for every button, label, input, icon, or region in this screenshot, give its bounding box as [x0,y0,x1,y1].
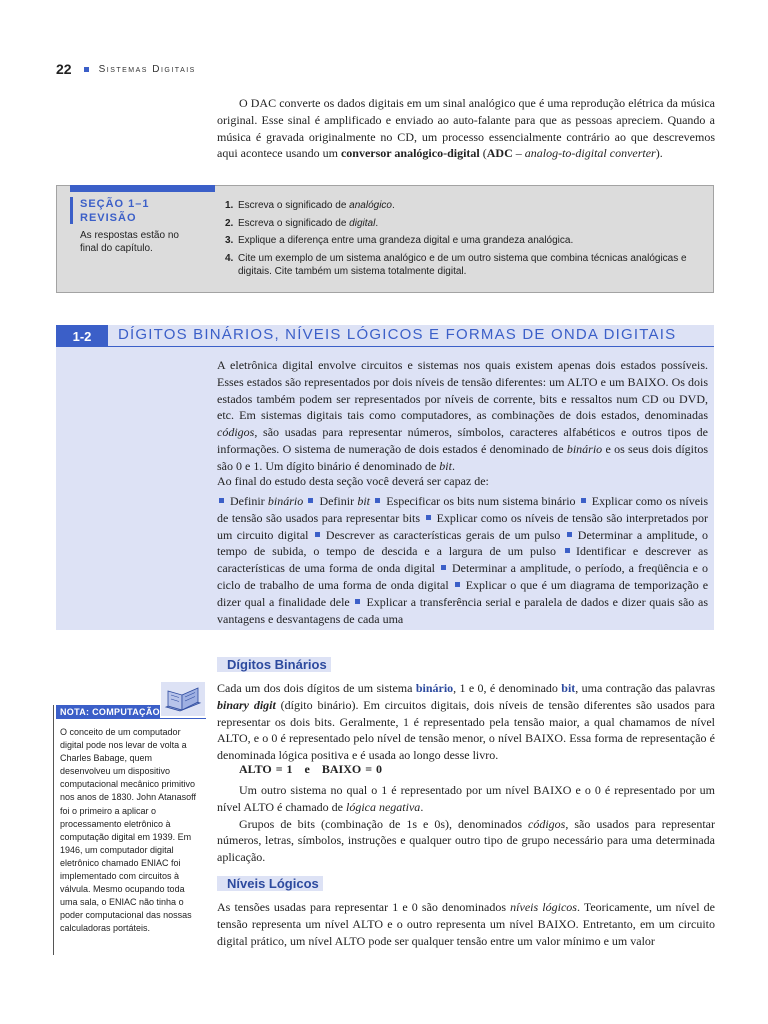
review-heading: SEÇÃO 1–1 [80,198,150,210]
niveis-paragraph: As tensões usadas para representar 1 e 0 são denominados níveis lógicos. Teoricamente, um nível de tensão representa um nível ALTO e o outro representa um nível BAIXO. Entretanto, em um circuito digital prático, um nível ALTO pode ser qualquer tensão entre um valor mínimo e um valor [217,900,715,948]
objective: Determinar a amplitude, o tempo de subida, o tempo de descida e a largura de um pulso [217,527,708,559]
digitos-paragraphs-2 [217,782,715,866]
review-question: 2. Escreva o significado de digital. [225,217,379,229]
bullet-icon [567,532,572,537]
review-question: 1. Escreva o significado de analógico. [225,200,395,211]
header-bullet [84,67,89,72]
objective: Definir bit [319,494,370,508]
section-number: 1-2 [56,325,108,347]
review-accent-bar [70,185,215,192]
note-label-rule [56,718,206,719]
intro-paragraph: O DAC converte os dados digitais em um sinal analógico que é uma reprodução elétrica da música original. Esse sinal é amplificado e enviado ao auto-falante para que as pessoas apreciem. Quando a música é gravada originalmente no CD, um processo essencialmente contrário ao que descrevemos aqui acontece usando um conversor analógico-digital (ADC – analog-to-digital converter). [217,96,715,161]
note-label: NOTA: COMPUTAÇÃO [56,705,160,719]
objective: Explicar o que é um diagrama de temporização e dizer qual a finalidade dele [217,577,709,609]
bullet-icon [441,565,446,570]
running-header [56,61,196,77]
objectives-list [217,493,708,627]
negative-logic-paragraph: Um outro sistema no qual o 1 é representado por um nível BAIXO e o 0 é representado por um nível ALTO é chamado de lógica negativa. [217,783,715,814]
bullet-icon [426,515,431,520]
subsection-heading-niveis: Níveis Lógicos [217,876,323,891]
review-question: 3. Explique a diferença entre uma grandeza digital e uma grandeza analógica. [225,235,574,246]
page-number: 22 [56,61,72,77]
objective: Explicar a transferência serial e paralela de dados e dizer quais são as vantagens e desvantagens de cada uma [217,594,708,626]
bullet-icon [455,582,460,587]
bullet-icon [581,498,586,503]
subsection-heading-digitos: Dígitos Binários [217,657,331,672]
bullet-icon [315,532,320,537]
bullet-icon [355,599,360,604]
note-margin-rule [53,705,54,955]
objective: Identificar e descrever as características de uma forma de onda digital [217,544,708,576]
review-vertical-bar [70,197,73,224]
book-icon [160,681,206,717]
objective: Determinar a amplitude, o período, a freqüência e o ciclo de trabalho de uma forma de onda digital [217,561,708,592]
objective: Especificar os bits num sistema binário [386,494,576,508]
section-title-rule [108,346,714,347]
logic-formula: ALTO = 1 e BAIXO = 0 [239,762,383,776]
objective: Definir binário [230,494,304,508]
codes-paragraph: Grupos de bits (combinação de 1s e 0s), denominados códigos, são usados para representar números, letras, símbolos, instruções e qualquer outro tipo de grupo necessário para uma determinada aplicação. [217,816,715,865]
section-title: DÍGITOS BINÁRIOS, NÍVEIS LÓGICOS E FORMAS DE ONDA DIGITAIS [118,326,677,343]
digitos-paragraph: Cada um dos dois dígitos de um sistema binário, 1 e 0, é denominado bit, uma contração das palavras binary digit (dígito binário). Em circuitos digitais, dois níveis de tensão diferentes são usados para representar os dois bits. Geralmente, 1 é representado pela tensão maior, a qual chamamos de nível ALTO, e o 0 é representado pelo nível de tensão menor, o nível BAIXO. Essa forma de representação é denominada lógica positiva e é usada ao longo desse livro. [217,681,715,763]
section-intro-paragraph: A eletrônica digital envolve circuitos e sistemas nos quais existem apenas dois estados possíveis. Esses estados são representados por dois níveis de tensão diferentes: um ALTO e um BAIXO. Os dois estados também podem ser representados por níveis de corrente, bits e ressaltos num CD ou DVD, etc. Em sistemas digitais tais como computadores, as combinações de dois estados, denominadas códigos, são usadas para representar números, símbolos, caracteres alfabéticos e outros tipos de informações. O sistema de numeração de dois estados é denominado de binário e os seus dois dígitos são 0 e 1. Um dígito binário é denominado de bit. [217,358,708,473]
review-subheading: REVISÃO [80,212,137,224]
objective: Explicar como os níveis de tensão são interpretados por um circuito digital [217,510,708,542]
running-title: Sistemas Digitais [98,63,196,75]
bullet-icon [308,498,313,503]
review-questions [225,199,710,279]
bullet-icon [565,548,570,553]
review-answers-note: As respostas estão no final do capítulo. [80,230,179,254]
note-text: O conceito de um computador digital pode nos levar de volta a Charles Babage, quem desenvolveu um dispositivo computacional mecânico primitivo nos anos de 1830. John Atanasoff foi o primeiro a aplicar o processamento eletrônico à computação digital em 1939. Em 1946, um computador digital eletrônico chamado ENIAC foi implementado com circuitos à válvula. Mesmo ocupando toda uma sala, o ENIAC não tinha o poder computacional das nossas calculadoras portáteis. [60,727,196,934]
objectives-intro: Ao final do estudo desta seção você deverá ser capaz de: [217,474,489,488]
bullet-icon [375,498,380,503]
bullet-icon [219,498,224,503]
objective: Descrever as características gerais de um pulso [325,527,561,542]
objective: Explicar como os níveis de tensão são usados para representar bits [217,494,709,525]
review-question: 4. Cite um exemplo de um sistema analógico e de um outro sistema que combina técnicas analógicas e digitais. Cite também um sistema totalmente digital. [225,252,687,277]
